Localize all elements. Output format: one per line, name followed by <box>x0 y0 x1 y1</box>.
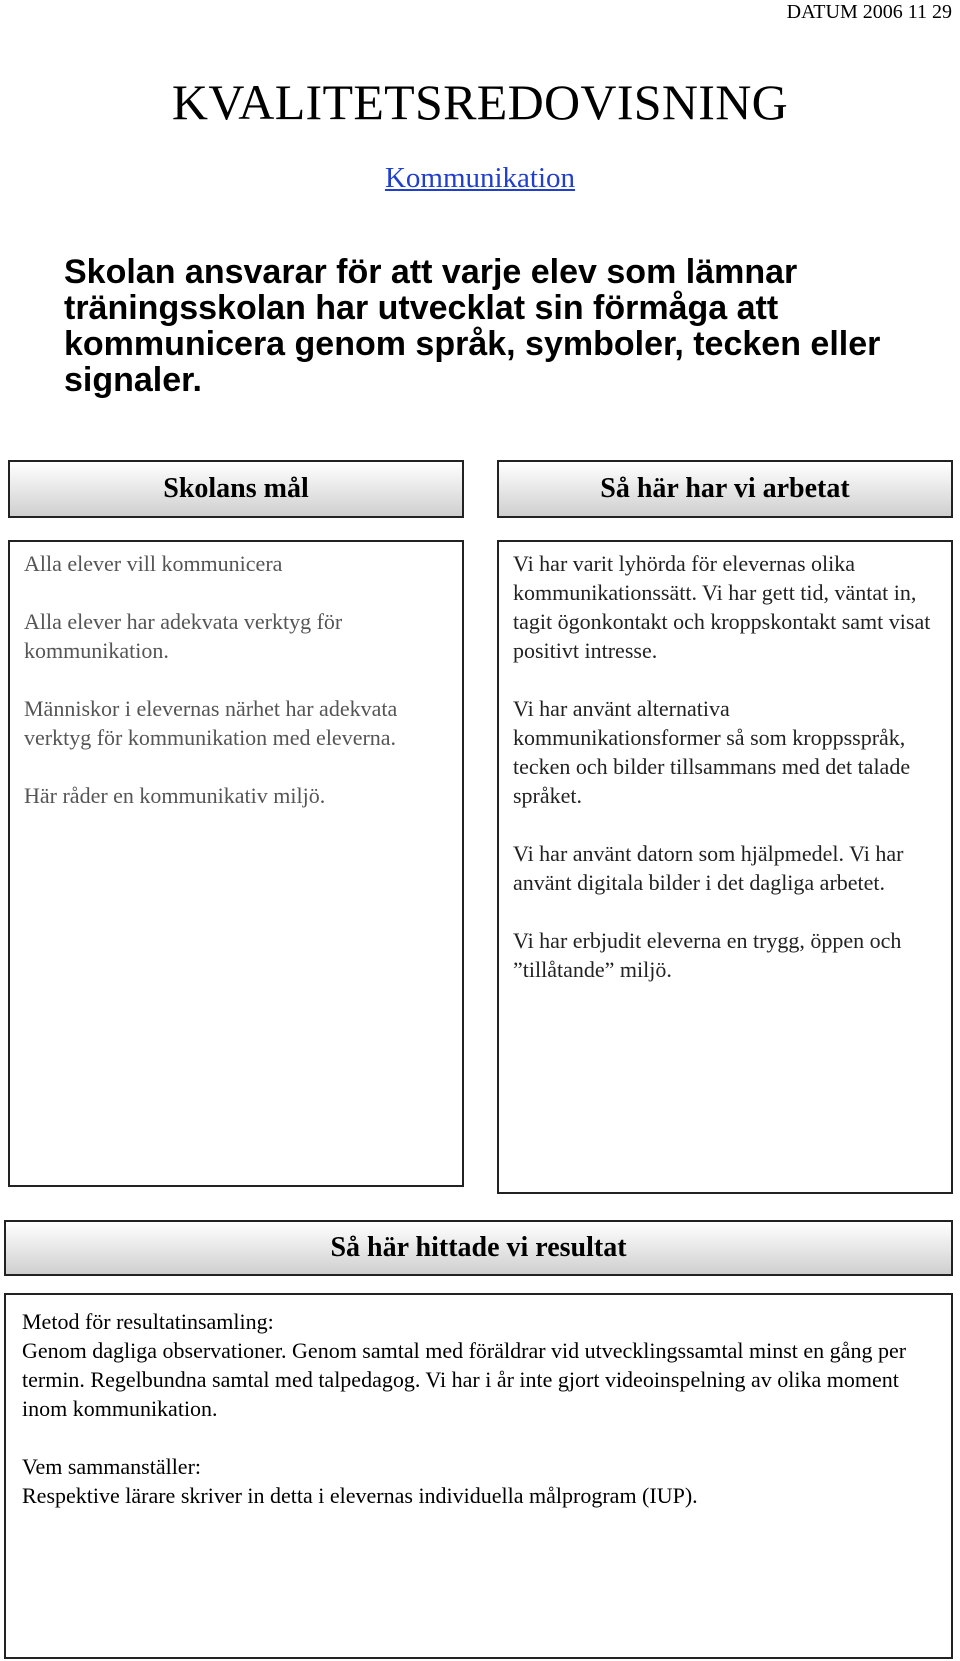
goal-item: Alla elever har adekvata verktyg för kommunikation. <box>24 609 343 663</box>
method-section <box>22 1307 935 1423</box>
work-paragraph: Vi har erbjudit eleverna en trygg, öppen och ”tillåtande” miljö. <box>513 928 902 982</box>
work-box <box>497 540 953 1194</box>
method-text: Genom dagliga observationer. Genom samtal med föräldrar vid utvecklingssamtal minst en gång per termin. Regelbundna samtal med talpedagog. Vi har i år inte gjort videoinspelning av olika moment inom kommunikation. <box>22 1338 907 1421</box>
goals-list <box>24 549 448 810</box>
work-paragraph: Vi har varit lyhörda för elevernas olika kommunikationssätt. Vi har gett tid, väntat in, tagit ögonkontakt och kroppskontakt samt visat positivt intresse. <box>513 551 931 663</box>
goal-item: Här råder en kommunikativ miljö. <box>24 783 326 808</box>
goals-heading: Skolans mål <box>163 473 309 504</box>
goal-item: Alla elever vill kommunicera <box>24 551 283 576</box>
results-content <box>22 1307 935 1510</box>
results-heading-box <box>4 1220 953 1276</box>
method-label: Metod för resultatinsamling: <box>22 1309 274 1334</box>
goals-box <box>8 540 464 1187</box>
results-heading: Så här hittade vi resultat <box>330 1232 627 1263</box>
goal-item: Människor i elevernas närhet har adekvata verktyg för kommunikation med eleverna. <box>24 696 398 750</box>
goals-heading-box <box>8 460 464 518</box>
compiler-text: Respektive lärare skriver in detta i elevernas individuella målprogram (IUP). <box>22 1483 698 1508</box>
subtitle-link[interactable]: Kommunikation <box>384 162 576 194</box>
document-title: KVALITETSREDOVISNING <box>171 74 789 130</box>
compiler-label: Vem sammanställer: <box>22 1454 202 1479</box>
work-heading-box <box>497 460 953 518</box>
lead-statement: Skolan ansvarar för att varje elev som lämnar träningsskolan har utvecklat sin förmåga att kommunicera genom språk, symboler, tecken eller signaler. <box>64 253 881 399</box>
work-paragraph: Vi har använt datorn som hjälpmedel. Vi har använt digitala bilder i det dagliga arbetet. <box>513 841 904 895</box>
work-paragraph: Vi har använt alternativa kommunikationsformer så som kroppsspråk, tecken och bilder tillsammans med det talade språket. <box>513 696 911 808</box>
work-paragraphs <box>513 549 937 984</box>
work-heading: Så här har vi arbetat <box>600 473 850 504</box>
results-box <box>4 1293 953 1659</box>
compiler-section <box>22 1452 935 1510</box>
document-date: DATUM 2006 11 29 <box>786 1 952 23</box>
